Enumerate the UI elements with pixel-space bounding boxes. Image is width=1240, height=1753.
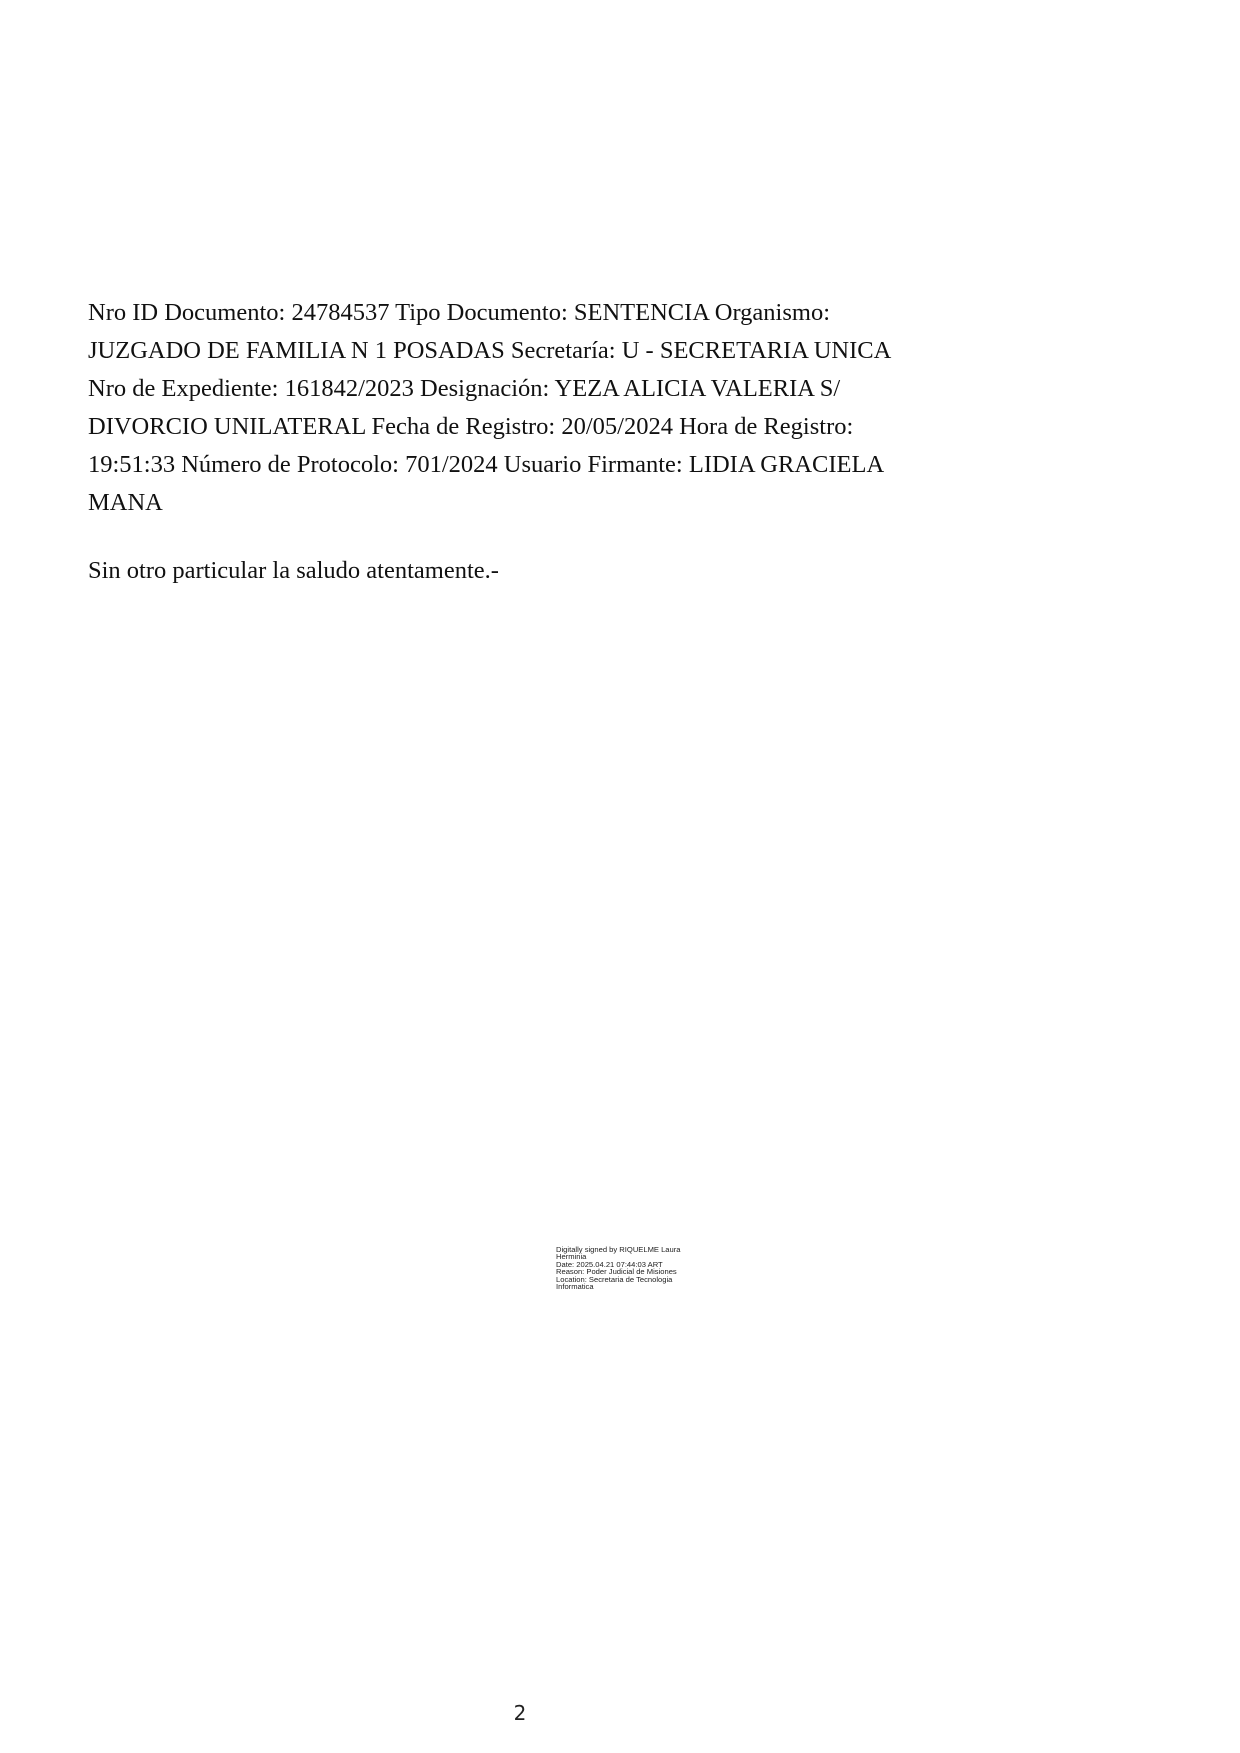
signature-line: Digitally signed by RIQUELME Laura [556, 1245, 681, 1254]
signature-line: Herminia [556, 1252, 587, 1262]
digital-signature-block [556, 1246, 736, 1290]
signature-line: Location: Secretaria de Tecnologia [556, 1274, 673, 1284]
metadata-line: 19:51:33 Número de Protocolo: 701/2024 Usuario Firmante: LIDIA GRACIELA [88, 451, 885, 478]
signature-line: Reason: Poder Judicial de Misiones [556, 1267, 677, 1277]
document-metadata-paragraph [88, 294, 938, 522]
metadata-line: MANA [88, 489, 163, 516]
metadata-line: Nro ID Documento: 24784537 Tipo Documento: SENTENCIA Organismo: [88, 299, 831, 326]
closing-text: Sin otro particular la saludo atentamente.- [88, 557, 499, 584]
signature-line: Date: 2025.04.21 07:44:03 ART [556, 1259, 663, 1269]
signature-line: Informatica [556, 1282, 594, 1292]
page-number: 2 [513, 1701, 527, 1725]
metadata-line: DIVORCIO UNILATERAL Fecha de Registro: 20/05/2024 Hora de Registro: [88, 413, 854, 440]
metadata-line: Nro de Expediente: 161842/2023 Designación: YEZA ALICIA VALERIA S/ [88, 375, 841, 402]
metadata-line: JUZGADO DE FAMILIA N 1 POSADAS Secretaría: U - SECRETARIA UNICA [88, 337, 892, 364]
